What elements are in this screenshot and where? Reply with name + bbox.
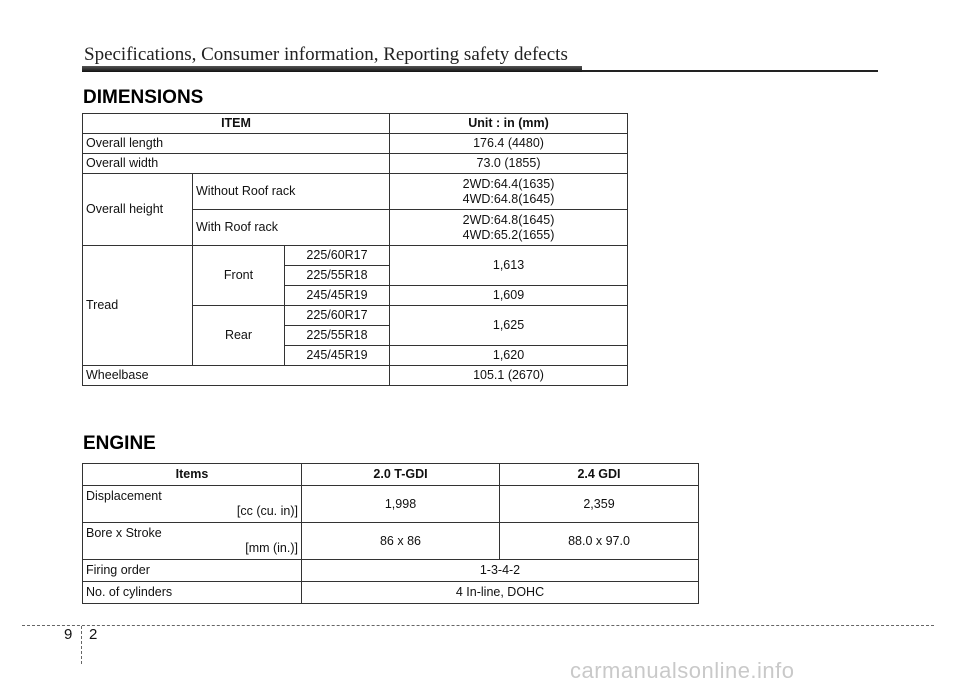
label-text: Displacement (86, 489, 162, 503)
row-label (83, 523, 302, 560)
col-header-unit: Unit : in (mm) (390, 114, 628, 134)
row-label: Wheelbase (83, 366, 390, 386)
page-divider (81, 626, 82, 664)
engine-table (82, 463, 699, 604)
page-number-section: 9 (64, 626, 73, 643)
header-rule (582, 70, 878, 72)
value-line: 2WD:64.4(1635) (462, 176, 555, 191)
watermark: carmanualsonline.info (570, 658, 795, 683)
unit-text: [mm (in.)] (245, 541, 298, 555)
row-value: 105.1 (2670) (390, 366, 628, 386)
page-number: 2 (89, 626, 98, 643)
value-line: 4WD:64.8(1645) (462, 191, 555, 206)
dimensions-table (82, 113, 628, 386)
row-value: 86 x 86 (302, 523, 500, 560)
value-line: 4WD:65.2(1655) (462, 227, 555, 242)
row-label: Overall width (83, 154, 390, 174)
table-row (83, 246, 628, 266)
row-value: 4 In-line, DOHC (302, 582, 699, 604)
tire-size: 225/60R17 (285, 246, 390, 266)
table-row (83, 582, 699, 604)
tire-size: 225/60R17 (285, 306, 390, 326)
sub-label: Rear (193, 306, 285, 366)
tire-size: 245/45R19 (285, 286, 390, 306)
sub-label: Without Roof rack (193, 174, 390, 210)
section-header-title: Specifications, Consumer information, Reporting safety defects (84, 44, 568, 65)
row-label: Overall length (83, 134, 390, 154)
row-value (390, 210, 628, 246)
header-bar (82, 66, 582, 72)
table-header-row (83, 464, 699, 486)
sub-label: With Roof rack (193, 210, 390, 246)
table-row (83, 486, 699, 523)
row-value: 1,613 (390, 246, 628, 286)
row-value: 1-3-4-2 (302, 560, 699, 582)
row-label: Firing order (83, 560, 302, 582)
table-row (83, 560, 699, 582)
table-row (83, 366, 628, 386)
row-label: Overall height (83, 174, 193, 246)
table-row (83, 154, 628, 174)
tire-size: 225/55R18 (285, 266, 390, 286)
row-value: 1,609 (390, 286, 628, 306)
table-row (83, 134, 628, 154)
footer-rule (22, 625, 934, 626)
dimensions-title: DIMENSIONS (83, 87, 204, 108)
row-value: 88.0 x 97.0 (500, 523, 699, 560)
row-value: 176.4 (4480) (390, 134, 628, 154)
unit-text: [cc (cu. in)] (236, 504, 298, 518)
row-value: 1,625 (390, 306, 628, 346)
row-label (83, 486, 302, 523)
row-value (390, 174, 628, 210)
row-value: 1,998 (302, 486, 500, 523)
label-text: Bore x Stroke (86, 526, 162, 540)
engine-title: ENGINE (83, 433, 156, 454)
table-row (83, 174, 628, 210)
row-value: 2,359 (500, 486, 699, 523)
col-header-2-0-tgdi: 2.0 T-GDI (302, 464, 500, 486)
tire-size: 245/45R19 (285, 346, 390, 366)
row-value: 1,620 (390, 346, 628, 366)
value-line: 2WD:64.8(1645) (462, 212, 555, 227)
row-label: Tread (83, 246, 193, 366)
row-value: 73.0 (1855) (390, 154, 628, 174)
table-row (83, 523, 699, 560)
col-header-2-4-gdi: 2.4 GDI (500, 464, 699, 486)
col-header-item: ITEM (83, 114, 390, 134)
table-header-row (83, 114, 628, 134)
sub-label: Front (193, 246, 285, 306)
col-header-items: Items (83, 464, 302, 486)
row-label: No. of cylinders (83, 582, 302, 604)
tire-size: 225/55R18 (285, 326, 390, 346)
